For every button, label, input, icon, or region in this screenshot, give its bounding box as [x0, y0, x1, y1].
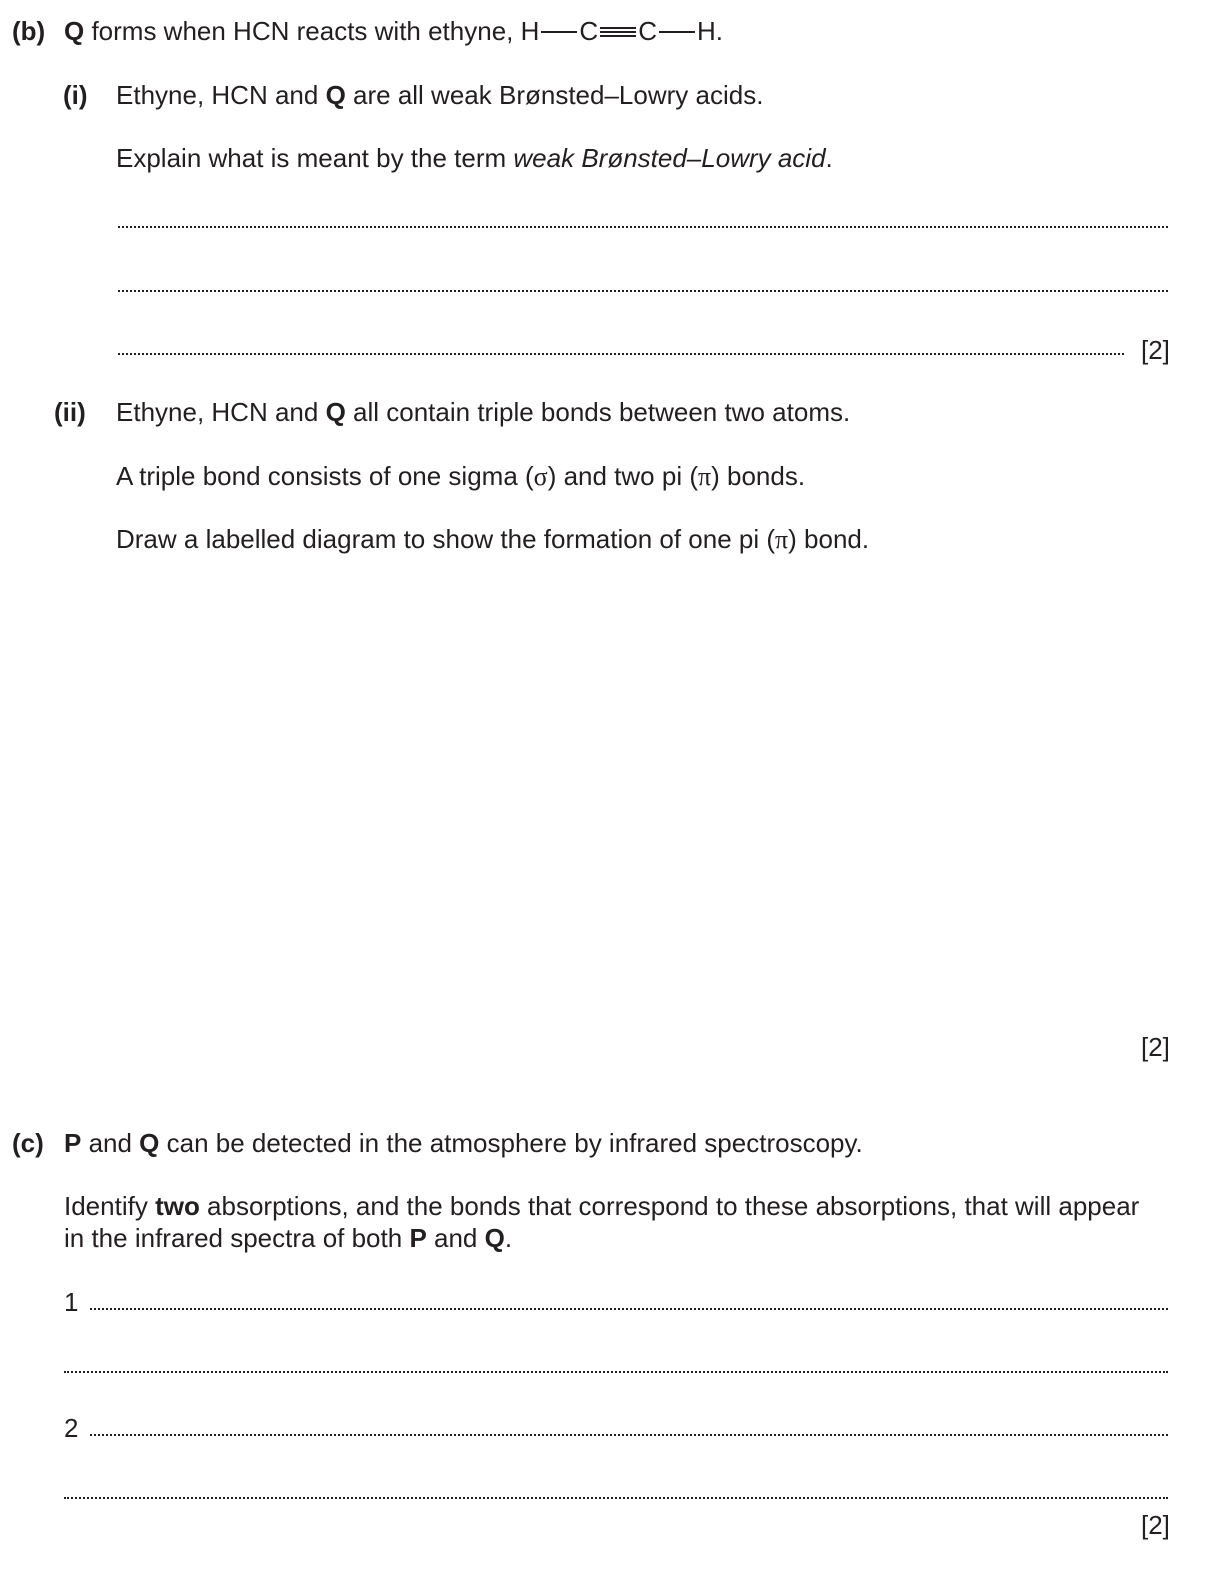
- answer-line[interactable]: [64, 1497, 1168, 1499]
- part-c-line2: [64, 1191, 1139, 1221]
- drawing-area[interactable]: [115, 575, 1165, 1015]
- sigma-symbol: σ: [533, 462, 548, 491]
- marks-label: [2]: [1141, 1510, 1170, 1540]
- answer-line[interactable]: [90, 1308, 1168, 1310]
- marks-label: [2]: [1141, 1032, 1170, 1062]
- text: Identify: [64, 1191, 156, 1221]
- text: .: [504, 1223, 513, 1253]
- q-bold: Q: [64, 16, 85, 46]
- triple-bond-icon: [600, 27, 636, 37]
- formula-h2: H.: [696, 16, 723, 46]
- text: are all weak Brønsted–Lowry acids.: [345, 80, 764, 110]
- q-bold: Q: [139, 1128, 160, 1158]
- sub-ii-line3: [116, 524, 869, 555]
- p-bold: P: [409, 1223, 427, 1253]
- text: ) bond.: [788, 524, 870, 554]
- formula-h1: H: [520, 16, 540, 46]
- text: and: [81, 1128, 140, 1158]
- sub-ii-label: (ii): [54, 397, 86, 427]
- text: ) bonds.: [711, 461, 806, 491]
- text: Ethyne, HCN and: [116, 397, 326, 427]
- text: .: [825, 143, 833, 173]
- answer-line[interactable]: [64, 1371, 1168, 1373]
- text: Explain what is meant by the term: [116, 143, 514, 173]
- single-bond-icon: [541, 31, 577, 33]
- pi-symbol: π: [775, 525, 789, 554]
- p-bold: P: [64, 1128, 82, 1158]
- single-bond-icon: [659, 31, 695, 33]
- formula-c1: C: [579, 16, 599, 46]
- pi-symbol: π: [697, 462, 712, 491]
- item-number-1: 1: [64, 1287, 79, 1317]
- marks-label: [2]: [1141, 335, 1170, 365]
- italic-term: weak Brønsted–Lowry acid: [513, 143, 826, 173]
- text: Draw a labelled diagram to show the formation of one pi (: [116, 524, 776, 554]
- text: in the infrared spectra of both: [64, 1223, 410, 1253]
- answer-line[interactable]: [118, 290, 1168, 292]
- sub-ii-line1: [116, 397, 850, 427]
- sub-i-line2: [116, 143, 833, 173]
- part-c-line1: [64, 1128, 863, 1158]
- text: A triple bond consists of one sigma (: [116, 461, 534, 491]
- item-number-2: 2: [64, 1413, 79, 1443]
- sub-i-line1: [116, 80, 763, 110]
- text: and: [426, 1223, 485, 1253]
- part-b-label: (b): [12, 16, 46, 46]
- text: Ethyne, HCN and: [116, 80, 326, 110]
- text: ) and two pi (: [547, 461, 698, 491]
- part-c-label: (c): [12, 1128, 44, 1158]
- q-bold: Q: [484, 1223, 505, 1253]
- sub-i-label: (i): [63, 80, 88, 110]
- answer-line[interactable]: [118, 353, 1124, 355]
- text: all contain triple bonds between two atoms.: [345, 397, 851, 427]
- q-bold: Q: [325, 397, 346, 427]
- answer-line[interactable]: [90, 1434, 1168, 1436]
- two-bold: two: [155, 1191, 200, 1221]
- q-bold: Q: [325, 80, 346, 110]
- text: absorptions, and the bonds that correspond to these absorptions, that will appear: [199, 1191, 1140, 1221]
- sub-ii-line2: [116, 461, 805, 492]
- answer-line[interactable]: [118, 226, 1168, 228]
- part-c-line3: [64, 1223, 512, 1253]
- text: can be detected in the atmosphere by infrared spectroscopy.: [159, 1128, 863, 1158]
- formula-c2: C: [638, 16, 657, 46]
- part-b-stem: [64, 16, 723, 46]
- stem-text: forms when HCN reacts with ethyne,: [84, 16, 521, 46]
